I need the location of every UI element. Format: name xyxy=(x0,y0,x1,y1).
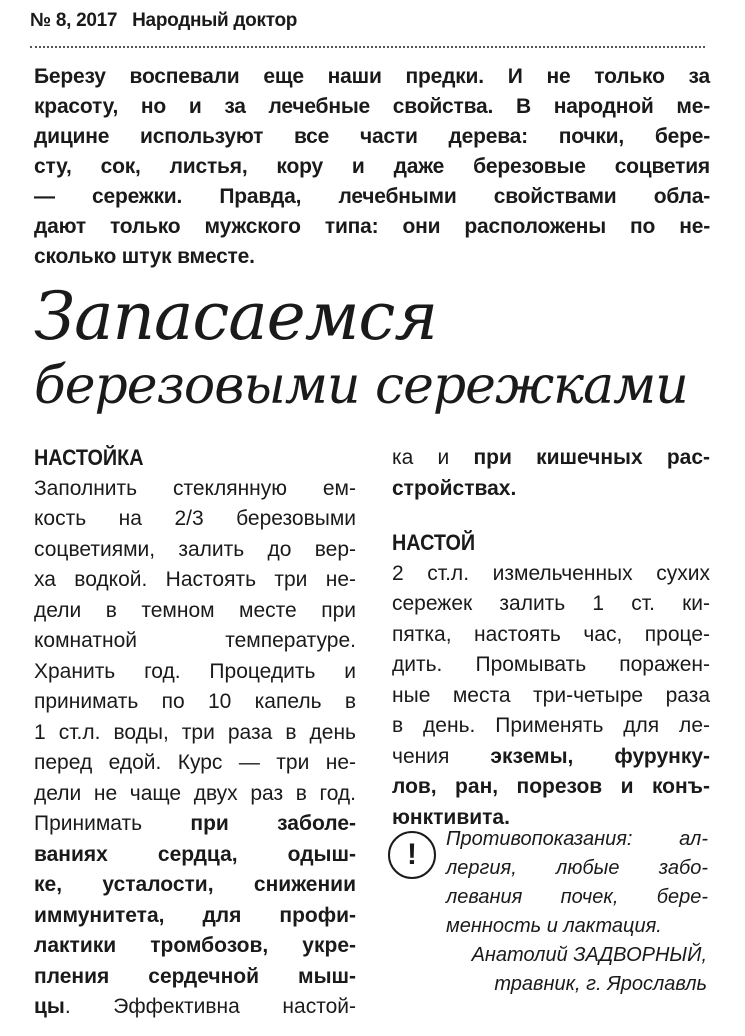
page-header xyxy=(30,10,297,32)
text-line: дели не чаще двух раз в год. xyxy=(34,781,356,805)
text-line: кость на 2/3 березовыми xyxy=(34,507,356,530)
publication-name: Народный доктор xyxy=(132,10,298,31)
text-line: принимать по 10 капель в xyxy=(34,690,356,713)
text-line xyxy=(34,931,356,962)
section-heading-infusion: НАСТОЙ xyxy=(392,530,476,555)
text-bold: лактики тромбозов, укре- xyxy=(34,934,356,957)
author-role: травник, г. Ярославль xyxy=(494,973,707,995)
text-line: соцветиями, залить до вер- xyxy=(34,537,356,561)
text-line xyxy=(392,772,710,803)
article-title-line2: березовыми сережками xyxy=(34,356,688,416)
text-bold: юнктивита. xyxy=(392,805,510,829)
text-line: 1 ст.л. воды, три раза в день xyxy=(34,720,356,744)
text-line xyxy=(34,870,356,901)
issue-number: № 8, 2017 xyxy=(30,10,118,31)
section-heading-tincture: НАСТОЙКА xyxy=(34,445,144,470)
text-bold: при заболе- xyxy=(190,812,356,835)
article-title-line1: Запасаемся xyxy=(34,278,438,355)
lead-line: дицине используют все части дерева: почки, бере- xyxy=(34,125,710,148)
lead-line: сту, сок, листья, кору и даже березовые соцветия xyxy=(34,155,710,178)
text-bold: пления сердечной мыш- xyxy=(34,964,356,988)
contra-line: лергия, любые забо- xyxy=(446,857,708,879)
text-normal: чения xyxy=(392,744,491,768)
text-line: пятка, настоять час, проце- xyxy=(392,622,710,646)
text-line: дели в темном месте при xyxy=(34,598,356,622)
text-line: дить. Промывать поражен- xyxy=(392,653,710,676)
lead-paragraph xyxy=(34,62,710,272)
lead-line: Березу воспевали еще наши предки. И не только за xyxy=(34,65,710,88)
lead-line: дают только мужского типа: они расположены по не- xyxy=(34,215,710,238)
text-line xyxy=(34,962,356,993)
author-name: Анатолий ЗАДВОРНЫЙ, xyxy=(471,944,707,966)
author-signature xyxy=(472,941,707,999)
lead-line: сколько штук вместе. xyxy=(34,245,255,268)
text-bold: иммунитета, для профи- xyxy=(34,903,356,927)
text-line xyxy=(392,443,710,474)
text-normal: ка и xyxy=(392,446,474,469)
text-bold: цы xyxy=(34,995,65,1018)
lead-line: — сережки. Правда, лечебными свойствами обла- xyxy=(34,185,710,208)
text-bold: ке, усталости, снижении xyxy=(34,873,356,896)
text-line xyxy=(34,840,356,871)
text-line: Хранить год. Процедить и xyxy=(34,659,356,683)
text-bold: ваниях сердца, одыш- xyxy=(34,842,356,866)
text-line: сережек залить 1 ст. ки- xyxy=(392,592,710,615)
text-bold: при кишечных рас- xyxy=(473,446,711,469)
column-left xyxy=(34,443,356,1023)
header-divider xyxy=(30,46,705,48)
text-line xyxy=(34,809,356,840)
text-line xyxy=(34,901,356,932)
text-normal: Принимать xyxy=(34,812,191,835)
contra-line: Противопоказания: ал- xyxy=(446,828,708,850)
text-line xyxy=(34,992,356,1023)
exclamation-circle-icon: ! xyxy=(388,831,436,879)
contra-line: менность и лактация. xyxy=(446,915,662,937)
text-line: 2 ст.л. измельченных сухих xyxy=(392,561,710,585)
text-line: перед едой. Курс — три не- xyxy=(34,751,356,774)
lead-line: красоту, но и за лечебные свойства. В народной ме- xyxy=(34,95,710,118)
text-line: комнатной температуре. xyxy=(34,629,356,652)
contraindications xyxy=(446,825,708,941)
text-bold: лов, ран, порезов и конъ- xyxy=(392,775,710,798)
text-normal: . Эффективна настой- xyxy=(64,995,356,1018)
text-bold: стройствах. xyxy=(392,476,517,500)
text-line xyxy=(392,742,710,773)
column-right xyxy=(392,443,710,833)
text-line: ха водкой. Настоять три не- xyxy=(34,568,356,591)
contra-line: левания почек, бере- xyxy=(446,886,708,908)
text-bold: экземы, фурунку- xyxy=(490,744,710,768)
text-line: ные места три-четыре раза xyxy=(392,683,710,707)
text-line xyxy=(392,474,710,505)
text-line: в день. Применять для ле- xyxy=(392,714,710,737)
text-line: Заполнить стеклянную ем- xyxy=(34,476,356,500)
